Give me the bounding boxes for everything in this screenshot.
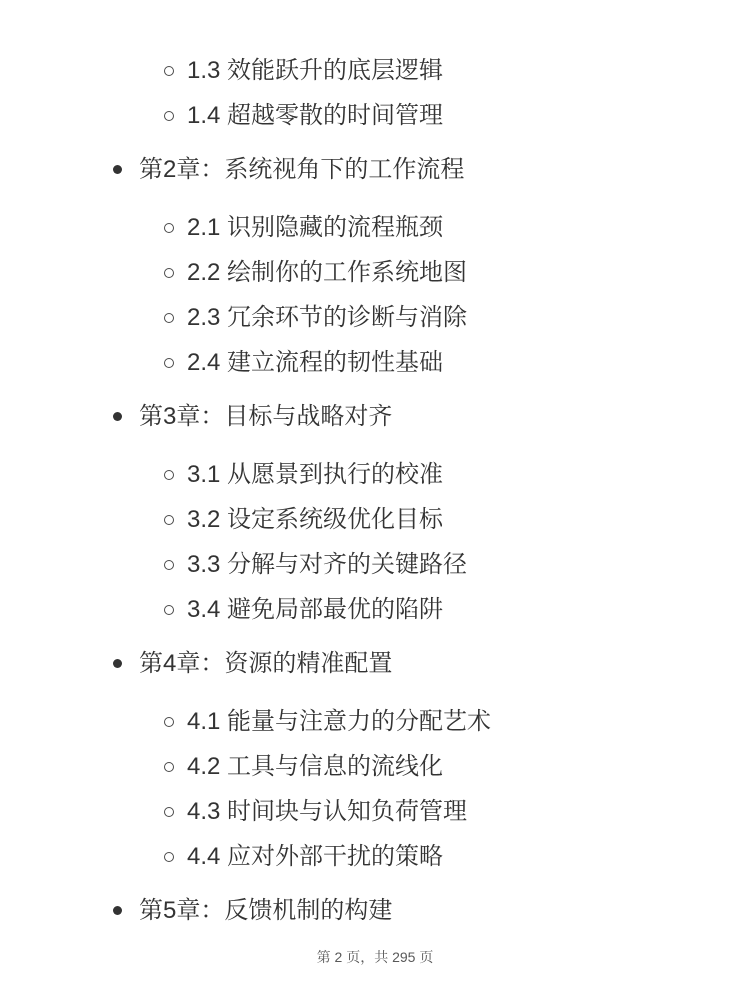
hollow-bullet-icon: [164, 223, 174, 233]
toc-section-label: 2.1 识别隐藏的流程瓶颈: [187, 214, 444, 241]
toc-section-label: 3.1 从愿景到执行的校准: [187, 461, 444, 488]
hollow-bullet-icon: [164, 268, 174, 278]
page-indicator: 第 2 页，共 295 页: [316, 949, 434, 965]
toc-section-item: [0, 796, 750, 827]
filled-bullet-icon: [113, 412, 122, 421]
toc-section-item: [0, 549, 750, 580]
toc-chapter-item: [0, 154, 750, 185]
hollow-bullet-icon: [164, 66, 174, 76]
toc-section-label: 4.3 时间块与认知负荷管理: [187, 798, 468, 825]
toc-section-item: [0, 257, 750, 288]
toc-chapter-item: [0, 401, 750, 432]
toc-section-label: 2.2 绘制你的工作系统地图: [187, 259, 468, 286]
toc-section-label: 2.3 冗余环节的诊断与消除: [187, 304, 468, 331]
page-footer: [0, 947, 750, 967]
hollow-bullet-icon: [164, 515, 174, 525]
hollow-bullet-icon: [164, 358, 174, 368]
toc-section-label: 4.1 能量与注意力的分配艺术: [187, 708, 492, 735]
toc-section-label: 3.3 分解与对齐的关键路径: [187, 551, 468, 578]
toc-section-label: 2.4 建立流程的韧性基础: [187, 349, 444, 376]
hollow-bullet-icon: [164, 605, 174, 615]
hollow-bullet-icon: [164, 807, 174, 817]
toc-section-item: [0, 841, 750, 872]
toc-section-label: 1.4 超越零散的时间管理: [187, 102, 444, 129]
toc-chapter-label: 第4章：资源的精准配置: [139, 650, 393, 677]
toc-chapter-label: 第5章：反馈机制的构建: [139, 897, 393, 924]
hollow-bullet-icon: [164, 111, 174, 121]
hollow-bullet-icon: [164, 560, 174, 570]
toc-chapter-item: [0, 895, 750, 926]
filled-bullet-icon: [113, 906, 122, 915]
toc-section-label: 1.3 效能跃升的底层逻辑: [187, 57, 444, 84]
toc-section-item: [0, 459, 750, 490]
toc-chapter-label: 第3章：目标与战略对齐: [139, 403, 393, 430]
toc-section-label: 4.4 应对外部干扰的策略: [187, 843, 444, 870]
toc-section-item: [0, 706, 750, 737]
hollow-bullet-icon: [164, 470, 174, 480]
toc-section-label: 4.2 工具与信息的流线化: [187, 753, 444, 780]
toc-section-item: [0, 594, 750, 625]
toc-chapter-label: 第2章：系统视角下的工作流程: [139, 156, 465, 183]
toc-section-item: [0, 212, 750, 243]
toc-section-item: [0, 100, 750, 131]
filled-bullet-icon: [113, 659, 122, 668]
toc-section-label: 3.4 避免局部最优的陷阱: [187, 596, 444, 623]
toc-section-item: [0, 347, 750, 378]
toc-section-item: [0, 55, 750, 86]
toc-section-item: [0, 751, 750, 782]
toc-section-label: 3.2 设定系统级优化目标: [187, 506, 444, 533]
hollow-bullet-icon: [164, 852, 174, 862]
hollow-bullet-icon: [164, 313, 174, 323]
hollow-bullet-icon: [164, 762, 174, 772]
hollow-bullet-icon: [164, 717, 174, 727]
toc-section-item: [0, 504, 750, 535]
toc-chapter-item: [0, 648, 750, 679]
toc-section-item: [0, 302, 750, 333]
filled-bullet-icon: [113, 165, 122, 174]
